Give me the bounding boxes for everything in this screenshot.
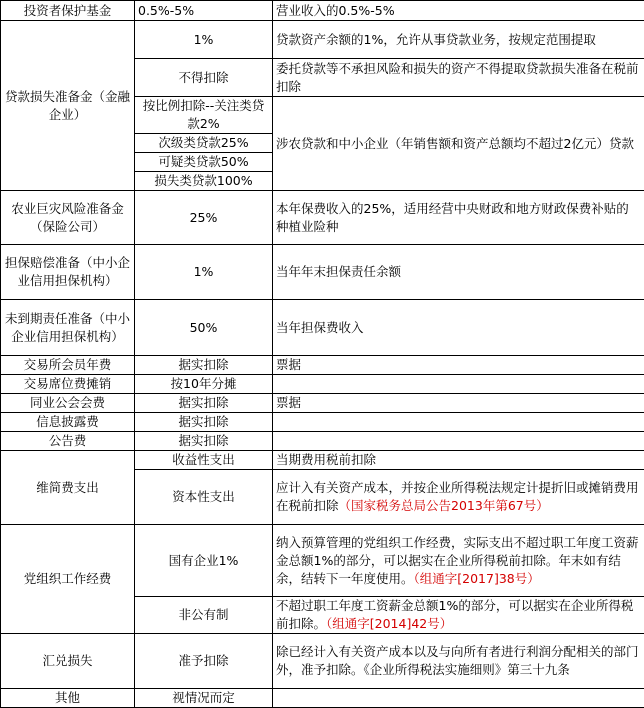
table-row (1, 413, 644, 432)
ratio-cell: 50% (135, 300, 273, 356)
ratio-cell: 据实扣除 (135, 432, 273, 451)
ratio-cell: 25% (135, 191, 273, 245)
ratio-cell: 据实扣除 (135, 413, 273, 432)
item-cell: 公告费 (1, 432, 135, 451)
item-cell: 党组织工作经费 (1, 525, 135, 634)
item-cell: 同业公会会费 (1, 394, 135, 413)
item-cell: 农业巨灾风险准备金（保险公司） (1, 191, 135, 245)
ratio-cell: 据实扣除 (135, 356, 273, 375)
table-row (1, 634, 644, 689)
table-row (1, 245, 644, 300)
table-row (1, 689, 644, 708)
desc-cell: 当年年末担保责任余额 (273, 245, 644, 300)
ratio-cell: 准予扣除 (135, 634, 273, 689)
item-cell: 交易席位费摊销 (1, 375, 135, 394)
ratio-cell: 次级类贷款25% (135, 134, 273, 153)
table-row (1, 375, 644, 394)
ratio-cell: 损失类贷款100% (135, 172, 273, 191)
desc-cell: 营业收入的0.5%-5% (273, 1, 644, 21)
desc-cell (273, 413, 644, 432)
item-cell: 贷款损失准备金（金融企业） (1, 21, 135, 191)
desc-cell: 本年保费收入的25%，适用经营中央财政和地方财政保费补贴的种植业险种 (273, 191, 644, 245)
ratio-cell: 可疑类贷款50% (135, 153, 273, 172)
table-row (1, 21, 644, 59)
desc-cell: 委托贷款等不承担风险和损失的资产不得提取贷款损失准备在税前扣除 (273, 59, 644, 97)
desc-cell (273, 597, 644, 634)
item-cell: 未到期责任准备（中小企业信用担保机构） (1, 300, 135, 356)
ratio-cell: 按比例扣除--关注类贷款2% (135, 97, 273, 134)
item-cell: 其他 (1, 689, 135, 708)
desc-cell (273, 689, 644, 708)
desc-text: 不超过职工年度工资薪金总额1%的部分，可以据实在企业所得税前扣除。 (276, 598, 633, 631)
table-row (1, 1, 644, 21)
ratio-cell: 不得扣除 (135, 59, 273, 97)
ratio-cell: 非公有制 (135, 597, 273, 634)
ratio-cell: 按10年分摊 (135, 375, 273, 394)
ratio-cell: 据实扣除 (135, 394, 273, 413)
table-row (1, 394, 644, 413)
desc-cell: 当期费用税前扣除 (273, 451, 644, 470)
table-row (1, 525, 644, 597)
desc-cell (273, 375, 644, 394)
desc-text: 应计入有关资产成本，并按企业所得税法规定计提折旧或摊销费用在税前扣除 (276, 480, 639, 513)
desc-cell: 票据 (273, 356, 644, 375)
ratio-cell: 1% (135, 245, 273, 300)
desc-cell: 涉农贷款和中小企业（年销售额和资产总额均不超过2亿元）贷款 (273, 97, 644, 191)
item-cell: 担保赔偿准备（中小企业信用担保机构） (1, 245, 135, 300)
desc-cell (273, 432, 644, 451)
ratio-cell: 1% (135, 21, 273, 59)
ratio-cell: 视情况而定 (135, 689, 273, 708)
desc-cell: 票据 (273, 394, 644, 413)
ratio-cell: 资本性支出 (135, 470, 273, 525)
table-row (1, 432, 644, 451)
ratio-cell: 0.5%-5% (135, 1, 273, 21)
desc-cell (273, 525, 644, 597)
item-cell: 交易所会员年费 (1, 356, 135, 375)
desc-cell: 贷款资产余额的1%，允许从事贷款业务，按规定范围提取 (273, 21, 644, 59)
table-row (1, 191, 644, 245)
item-cell: 维简费支出 (1, 451, 135, 525)
item-cell: 信息披露费 (1, 413, 135, 432)
ratio-cell: 收益性支出 (135, 451, 273, 470)
desc-text: 纳入预算管理的党组织工作经费，实际支出不超过职工年度工资薪金总额1%的部分，可以据实在企业所得税前扣除。年末如有结余，结转下一年度使用。 (276, 535, 639, 586)
item-cell: 汇兑损失 (1, 634, 135, 689)
ratio-cell: 国有企业1% (135, 525, 273, 597)
item-cell: 投资者保护基金 (1, 1, 135, 21)
table-row (1, 451, 644, 470)
table-row (1, 300, 644, 356)
table-row (1, 356, 644, 375)
policy-reference: （国家税务总局公告2013年第67号） (339, 498, 549, 513)
desc-cell (273, 470, 644, 525)
desc-cell: 当年担保费收入 (273, 300, 644, 356)
policy-reference: （组通字[2017]38号） (414, 571, 540, 586)
desc-cell: 除已经计入有关资产成本以及与向所有者进行利润分配相关的部门外，准予扣除。《企业所得税法实施细则》第三十九条 (273, 634, 644, 689)
policy-reference: （组通字[2014]42号） (326, 616, 452, 631)
